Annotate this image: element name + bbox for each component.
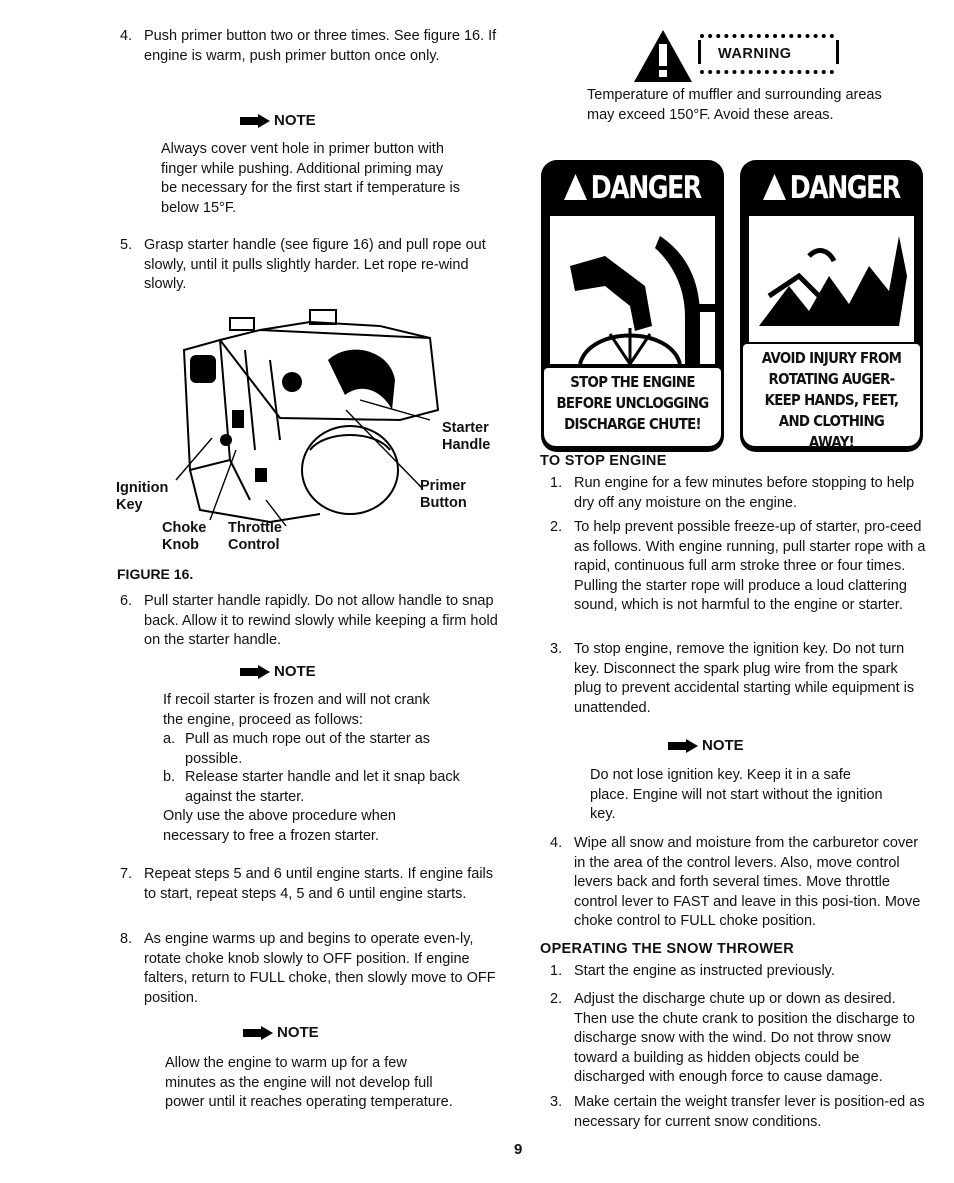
- substep-letter: b.: [163, 769, 176, 785]
- note-heading: [668, 736, 744, 756]
- note-text: If recoil starter is frozen and will not crank the engine, proceed as follows:: [163, 692, 430, 728]
- hand-in-chute-pictogram: [550, 216, 715, 364]
- danger-decal-auger: [740, 160, 923, 452]
- step-number: 6.: [120, 593, 133, 609]
- warning-bracket-left: [698, 40, 707, 64]
- step-8: [120, 930, 506, 1008]
- step-text: Run engine for a few minutes before stopping to help dry off any moisture on the engine.: [574, 475, 915, 511]
- stop-step-1: [550, 474, 928, 513]
- substep-b: [163, 768, 463, 807]
- danger-title-text: DANGER: [789, 170, 900, 206]
- step-number: 2.: [550, 519, 563, 535]
- substep-text: Release starter handle and let it snap back against the starter.: [185, 769, 460, 805]
- substep-text: Pull as much rope out of the starter as possible.: [185, 731, 431, 767]
- step-text: As engine warms up and begins to operate even-ly, rotate choke knob slowly to OFF position. If engine falters, return to FULL choke, then slowly move to OFF position.: [144, 931, 496, 1006]
- step-text: Repeat steps 5 and 6 until engine starts. If engine fails to start, repeat steps 4, 5 and 6 until engine starts.: [144, 866, 494, 902]
- step-text: Grasp starter handle (see figure 16) and pull rope out slowly, until it pulls slightly harder. Let rope re-wind slowly.: [144, 237, 486, 292]
- danger-title: [756, 166, 906, 210]
- operate-step-3: [550, 1093, 928, 1132]
- step-text: Make certain the weight transfer lever is position-ed as necessary for current snow conditions.: [574, 1094, 925, 1130]
- step-text: To help prevent possible freeze-up of starter, pro-ceed as follows. With engine running, pull starter rope with a rapid, continuous full arm stroke three or four times. Pulling the starter rope will produce a loud clattering sound, which is not harmful to the engine or starter.: [574, 519, 926, 613]
- danger-message: AVOID INJURY FROM ROTATING AUGER- KEEP HANDS, FEET, AND CLOTHING AWAY!: [761, 349, 902, 451]
- operate-step-2: [550, 990, 928, 1088]
- arrow-right-icon: [668, 739, 698, 753]
- section-heading-stop-engine: TO STOP ENGINE: [540, 453, 667, 469]
- step-6: [120, 592, 502, 651]
- warning-dots-top: [700, 34, 834, 38]
- label-choke-knob: Choke Knob: [162, 520, 207, 553]
- note-text: Always cover vent hole in primer button with finger while pushing. Additional priming may be necessary for the first start if temperature is below 15°F.: [161, 141, 460, 216]
- step-number: 7.: [120, 866, 133, 882]
- label-starter-handle: Starter Handle: [442, 420, 491, 453]
- operate-step-1: [550, 962, 928, 982]
- stop-step-3: [550, 640, 928, 718]
- step-number: 3.: [550, 641, 563, 657]
- step-number: 1.: [550, 475, 563, 491]
- step-4: [120, 27, 502, 66]
- warning-text: Temperature of muffler and surrounding areas may exceed 150°F. Avoid these areas.: [587, 87, 882, 123]
- stop-step-2: [550, 518, 928, 616]
- rotating-auger-pictogram: [749, 216, 914, 342]
- note-text: Allow the engine to warm up for a few minutes as the engine will not develop full power until it reaches operating temperature.: [165, 1055, 453, 1110]
- substep-letter: a.: [163, 731, 176, 747]
- step-text: Adjust the discharge chute up or down as desired. Then use the chute crank to position the discharge to discharge snow with the wind. Do not throw snow toward a building as hidden objects could be discharged with enough force to cause damage.: [574, 991, 915, 1085]
- arrow-right-icon: [243, 1026, 273, 1040]
- step-number: 2.: [550, 991, 563, 1007]
- note-heading: [243, 1023, 319, 1043]
- stop-step-4: [550, 834, 928, 932]
- note-label: NOTE: [274, 663, 316, 680]
- label-ignition-key: Ignition Key: [116, 480, 169, 513]
- warning-bracket-right: [830, 40, 839, 64]
- danger-message-box: [743, 344, 920, 451]
- danger-decal-discharge-chute: [541, 160, 724, 452]
- note-text: Only use the above procedure when necessary to free a frozen starter.: [163, 808, 396, 844]
- step-text: Pull starter handle rapidly. Do not allow handle to snap back. Allow it to rewind slowly while keeping a firm hold on the starter handle.: [144, 593, 498, 648]
- danger-message: STOP THE ENGINE BEFORE UNCLOGGING DISCHARGE CHUTE!: [556, 373, 709, 433]
- step-number: 4.: [550, 835, 563, 851]
- note-label: NOTE: [277, 1024, 319, 1041]
- step-number: 1.: [550, 963, 563, 979]
- label-primer-button: Primer Button: [420, 478, 467, 511]
- step-text: Start the engine as instructed previously.: [574, 963, 835, 979]
- danger-message-box: [544, 368, 721, 446]
- arrow-right-icon: [240, 114, 270, 128]
- warning-triangle-icon: [564, 174, 587, 200]
- arrow-right-icon: [240, 665, 270, 679]
- step-number: 8.: [120, 931, 133, 947]
- danger-title: [557, 166, 707, 210]
- danger-title-text: DANGER: [590, 170, 701, 206]
- warning-header: [632, 28, 842, 88]
- step-5: [120, 236, 502, 295]
- warning-dots-bottom: [700, 70, 834, 74]
- warning-label: WARNING: [718, 46, 792, 62]
- note-text: Do not lose ignition key. Keep it in a safe place. Engine will not start without the ignition key.: [590, 767, 883, 822]
- warning-triangle-icon: [763, 174, 786, 200]
- label-throttle-control: Throttle Control: [228, 520, 282, 553]
- step-number: 5.: [120, 237, 133, 253]
- step-text: To stop engine, remove the ignition key. Do not turn key. Disconnect the spark plug wire from the spark plug to prevent accidental starting while equipment is unattended.: [574, 641, 915, 716]
- step-number: 4.: [120, 28, 133, 44]
- step-text: Push primer button two or three times. See figure 16. If engine is warm, push primer button once only.: [144, 28, 497, 64]
- step-7: [120, 865, 506, 904]
- warning-triangle-icon: [632, 28, 694, 84]
- note-heading: [240, 662, 316, 682]
- substep-a: [163, 730, 463, 769]
- figure-leader-lines: [160, 380, 460, 540]
- note-label: NOTE: [274, 112, 316, 129]
- figure-caption: FIGURE 16.: [117, 566, 194, 582]
- section-heading-operating: OPERATING THE SNOW THROWER: [540, 941, 795, 957]
- note-label: NOTE: [702, 737, 744, 754]
- note-heading: [240, 111, 316, 131]
- page-number: 9: [514, 1141, 523, 1158]
- step-text: Wipe all snow and moisture from the carburetor cover in the area of the control levers. Also, move control levers back and forth several times. Move throttle control lever to FAST and leave in this posi-tion. Move choke control to FULL choke position.: [574, 835, 921, 929]
- step-number: 3.: [550, 1094, 563, 1110]
